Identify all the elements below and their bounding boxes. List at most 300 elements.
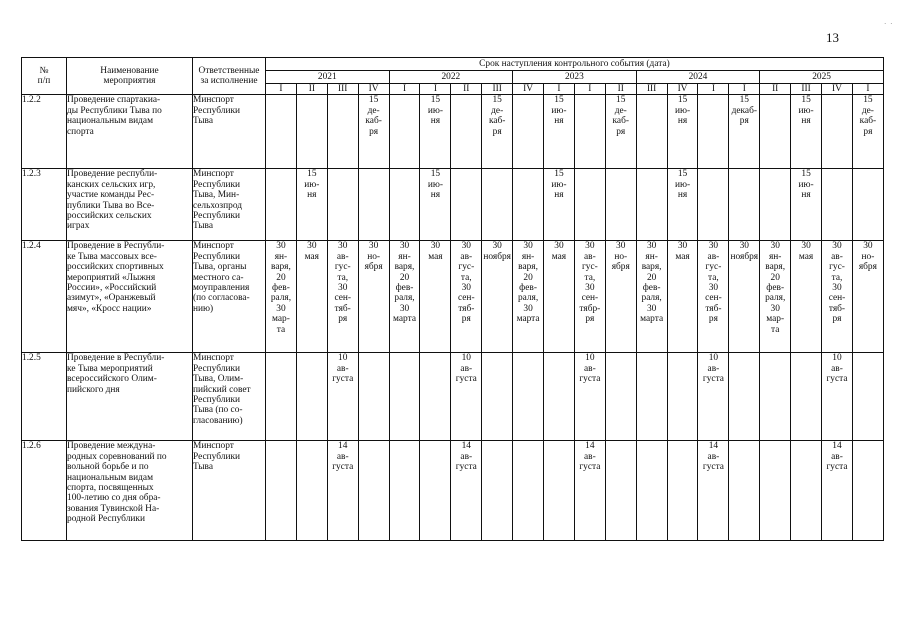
deadline-text: 30 [708,241,719,252]
deadline-text: ию- [551,179,567,190]
table-row [22,169,884,241]
event-name [67,353,193,441]
year-header-2022: 2022 [389,71,513,84]
deadline-cell [729,441,760,541]
deadline-text: 30 [430,241,441,252]
event-name-line: Проведение спартакиа- [67,95,161,106]
deadline-cell [513,441,544,541]
deadline-text: ав- [460,451,473,462]
deadline-cell [327,241,358,353]
deadline-text: ав- [707,363,720,374]
responsible-line: Тыва (по со- [193,405,243,416]
deadline-text: густа [826,374,848,385]
deadline-cell [667,241,698,353]
deadline-text: ня [430,116,441,127]
deadline-text: ня [554,116,564,127]
deadline-cell [544,441,575,541]
deadline-text: ня [430,190,441,201]
event-name-line: родной Республики [67,514,145,525]
deadline-cell [296,353,327,441]
deadline-cell [327,169,358,241]
responsible-line: моуправления [193,283,250,294]
deadline-text: ря [585,314,595,325]
year-header-2021: 2021 [266,71,390,84]
responsible-line: Республики [193,395,241,406]
deadline-text: 30 [801,241,811,252]
event-name-line: вольной борьбе и по [67,462,149,473]
deadline-cell [636,353,667,441]
deadline-text: 10 [708,353,719,364]
event-name-line: спорта, посвященных [67,483,154,494]
deadline-text: ию- [674,179,691,190]
deadline-text: ян- [274,251,288,262]
event-name-line: Проведение республи- [67,169,158,180]
responsible-line: Республики [193,179,241,190]
deadline-cell [667,441,698,541]
deadline-text: ию- [798,179,814,190]
deadline-text: 30 [585,241,595,252]
deadline-text: 30 [616,241,626,252]
quarter-header: I [852,84,883,95]
deadline-text: 30 [646,241,657,252]
deadline-text: 10 [338,353,348,364]
deadline-text: ян- [398,251,411,262]
deadline-text: де- [861,105,874,116]
deadline-cell [852,169,883,241]
deadline-text: 15 [677,169,688,180]
deadline-text: та, [460,272,472,283]
deadline-text: марта [640,314,664,325]
deadline-text: 20 [646,272,657,283]
deadline-cell [266,241,297,353]
deadline-text: ян- [768,251,782,262]
deadline-text: густа [332,374,354,385]
deadline-cell [358,241,389,353]
deadline-cell [389,169,420,241]
deadline-text: фев- [272,283,290,294]
deadline-text: 15 [677,95,688,106]
table-row [22,241,884,353]
deadline-cell [482,353,513,441]
deadline-text: густа [332,462,354,473]
deadline-text: густа [579,462,601,473]
responsible-line: Минспорт [193,95,234,106]
deadline-text: варя, [765,262,786,273]
deadline-cell [729,95,760,169]
deadline-cell [605,169,636,241]
responsible-line: Республики [193,451,241,462]
deadline-cell [513,241,544,353]
event-name-line: Проведение в Республи- [67,241,165,252]
deadline-text: гус- [581,262,598,273]
quarter-header: IV [822,84,853,95]
deadline-text: марта [516,314,540,325]
deadline-text: та, [708,272,719,283]
deadline-text: 30 [832,283,842,294]
deadline-text: ию- [674,105,691,116]
deadline-text: 30 [399,241,410,252]
deadline-text: ря [369,126,379,137]
deadline-text: ав- [831,251,843,262]
deadline-text: 30 [770,303,780,314]
quarter-header: III [327,84,358,95]
corner-mark: · · [884,20,894,28]
deadline-text: 15 [739,95,749,106]
deadline-text: ян- [521,251,535,262]
deadline-text: но- [367,251,381,262]
deadline-text: 15 [307,169,317,180]
deadline-text: варя, [394,262,415,273]
quarter-header: IV [667,84,698,95]
deadline-text: 30 [863,241,873,252]
deadline-text: ию- [551,105,567,116]
deadline-cell [544,169,575,241]
deadline-cell [327,353,358,441]
deadline-cell [296,95,327,169]
deadline-cell [389,353,420,441]
events-table [21,57,884,541]
deadline-text: 30 [523,241,533,252]
responsible-line: Минспорт [193,241,234,252]
deadline-text: 10 [832,353,842,364]
deadline-cell [482,441,513,541]
deadline-text: 15 [368,95,379,106]
deadline-text: густа [455,462,477,473]
deadline-text: ав- [831,363,843,374]
deadline-text: ня [554,190,564,201]
deadline-cell [389,241,420,353]
deadline-cell [420,169,451,241]
responsible-line: гласованию) [193,415,243,426]
deadline-text: сен- [458,293,475,304]
responsible [193,169,266,241]
deadline-cell [605,353,636,441]
header-event-name-line: Наименование [100,65,159,76]
deadline-text: 10 [585,353,595,364]
deadline-text: ня [677,116,688,127]
event-name-line: мероприятий «Лыжня [67,272,156,283]
deadline-text: сен- [334,293,352,304]
deadline-cell [822,95,853,169]
responsible-line: (по согласова- [193,293,250,304]
deadline-text: мая [428,251,443,262]
deadline-text: фев- [519,283,537,294]
deadline-text: 15 [616,95,626,106]
deadline-text: марта [393,314,416,325]
deadline-text: ав- [460,251,473,262]
deadline-text: ря [708,314,718,325]
deadline-cell [822,169,853,241]
page-number: 13 [826,30,839,45]
deadline-cell [544,241,575,353]
responsible-line: Тыва, органы [193,262,247,273]
responsible-line: Тыва, Мин- [193,190,240,201]
deadline-cell [574,441,605,541]
responsible-line: Республики [193,251,241,262]
responsible-line: сельхозпрод [193,200,243,211]
deadline-text: раля, [517,293,539,304]
row-number: 1.2.2 [22,95,67,169]
deadline-cell [482,169,513,241]
deadline-text: 30 [523,303,533,314]
deadline-text: сен- [828,293,846,304]
deadline-text: мая [675,251,690,262]
year-header-2024: 2024 [636,71,760,84]
deadline-cell [852,95,883,169]
responsible [193,353,266,441]
row-number: 1.2.3 [22,169,67,241]
event-name-line: публики Тыва во Все- [67,200,155,211]
deadline-text: 15 [863,95,873,106]
deadline-text: 30 [832,241,842,252]
deadline-text: тябр- [579,303,601,314]
deadline-cell [698,95,729,169]
deadline-cell [729,241,760,353]
deadline-text: тяб- [334,303,351,314]
deadline-text: ав- [336,363,349,374]
deadline-text: 15 [554,95,564,106]
deadline-text: ня [307,190,317,201]
deadline-text: тяб- [705,303,722,314]
deadline-text: густа [826,462,848,473]
deadline-cell [544,353,575,441]
deadline-cell [451,441,482,541]
deadline-text: 30 [492,241,502,252]
event-name-line: российских спортивных [67,262,164,273]
deadline-text: 30 [276,303,286,314]
deadline-cell [296,241,327,353]
deadline-cell [760,441,791,541]
row-number: 1.2.4 [22,241,67,353]
deadline-cell [451,353,482,441]
deadline-cell [513,169,544,241]
deadline-text: ию- [304,179,320,190]
event-name-line: спорта [67,126,94,137]
deadline-text: мар- [272,314,290,325]
deadline-cell [667,353,698,441]
event-name-line: играх [67,221,90,232]
deadline-cell [482,95,513,169]
deadline-cell [451,169,482,241]
deadline-text: ав- [707,251,720,262]
quarter-header: I [574,84,605,95]
quarter-header: IV [513,84,544,95]
deadline-text: ав- [583,363,596,374]
deadline-cell [760,95,791,169]
quarter-header: II [605,84,636,95]
header-number-line: № [39,65,49,76]
table-row [22,95,884,169]
deadline-text: 20 [523,272,533,283]
deadline-cell [729,169,760,241]
deadline-text: ав- [583,451,596,462]
deadline-text: мар- [766,314,785,325]
deadline-text: ноября [730,251,759,262]
deadline-text: ября [858,262,877,273]
deadline-text: ян- [645,251,658,262]
responsible [193,441,266,541]
deadline-text: фев- [766,283,785,294]
deadline-text: 30 [307,241,317,252]
deadline-text: фев- [395,283,414,294]
deadline-cell [852,241,883,353]
deadline-text: сен- [705,293,722,304]
deadline-cell [266,353,297,441]
deadline-text: ав- [460,363,473,374]
header-number [22,58,67,95]
deadline-text: та [276,324,286,335]
deadline-text: 30 [585,283,595,294]
deadline-text: ня [801,116,811,127]
deadline-text: варя, [641,262,662,273]
deadline-text: 20 [276,272,286,283]
deadline-text: каб- [365,116,382,127]
responsible-line: Минспорт [193,441,234,452]
deadline-text: ав- [831,451,843,462]
deadline-text: ию- [798,105,814,116]
quarter-header: I [698,84,729,95]
event-name-line: Проведение междуна- [67,441,156,452]
deadline-cell [791,353,822,441]
event-name-line: национальным видам [67,472,154,483]
deadline-cell [822,353,853,441]
deadline-text: ноября [483,251,511,262]
deadline-text: ию- [427,105,443,116]
quarter-header: I [729,84,760,95]
deadline-text: тяб- [828,303,846,314]
deadline-text: 14 [338,441,348,452]
deadline-text: де- [614,105,627,116]
event-name-line: мяч», «Кросс нации» [67,303,152,314]
deadline-text: густа [579,374,601,385]
deadline-cell [513,95,544,169]
deadline-cell [574,95,605,169]
deadline-text: мая [798,251,814,262]
deadline-cell [698,441,729,541]
deadline-text: ря [616,126,626,137]
deadline-cell [482,241,513,353]
deadline-text: де- [367,105,380,116]
header-responsible-line: за исполнение [200,76,258,87]
deadline-cell [574,353,605,441]
quarter-header: I [544,84,575,95]
deadline-text: мая [551,251,567,262]
deadline-text: 15 [554,169,564,180]
deadline-cell [852,353,883,441]
responsible-line: Республики [193,105,241,116]
responsible-line: Тыва, Олим- [193,374,244,385]
quarter-header: I [420,84,451,95]
quarter-header: III [636,84,667,95]
deadline-text: каб- [859,116,877,127]
deadline-text: 30 [677,241,688,252]
deadline-cell [266,441,297,541]
responsible-line: Минспорт [193,353,234,364]
deadline-text: раля, [270,293,292,304]
event-name-line: пийского дня [67,384,120,395]
deadline-text: 14 [832,441,842,452]
deadline-cell [636,441,667,541]
deadline-text: ав- [336,451,349,462]
deadline-text: сен- [581,293,599,304]
table-row [22,353,884,441]
deadline-cell [574,169,605,241]
deadline-cell [327,95,358,169]
quarter-header: III [482,84,513,95]
deadline-cell [698,241,729,353]
deadline-text: ря [832,314,842,325]
deadline-cell [420,441,451,541]
event-name-line: канских сельских игр, [67,179,156,190]
deadline-cell [296,441,327,541]
header-responsible-line: Ответственные [198,65,260,76]
responsible-line: Республики [193,211,241,222]
deadline-cell [451,241,482,353]
quarter-header: I [389,84,420,95]
quarter-header: III [791,84,822,95]
deadline-text: ря [492,126,502,137]
deadline-text: 15 [801,169,811,180]
deadline-cell [420,95,451,169]
deadline-text: ня [677,190,688,201]
year-header-2023: 2023 [513,71,637,84]
deadline-text: 20 [770,272,780,283]
deadline-text: 14 [461,441,471,452]
deadline-text: де- [491,105,504,116]
deadline-cell [358,95,389,169]
deadline-text: но- [861,251,875,262]
responsible [193,241,266,353]
deadline-cell [822,241,853,353]
deadline-cell [544,95,575,169]
deadline-cell [636,169,667,241]
deadline-cell [760,169,791,241]
deadline-cell [822,441,853,541]
deadline-text: фев- [642,283,661,294]
header-responsible [193,58,266,95]
deadline-cell [760,353,791,441]
header-number-line: п/п [37,76,51,87]
deadline-text: 30 [338,241,348,252]
deadline-cell [451,95,482,169]
deadline-text: раля, [641,293,662,304]
event-name-line: родных соревнований по [67,451,167,462]
deadline-text: декаб- [731,105,757,116]
deadline-text: 30 [368,241,379,252]
deadline-text: мая [304,251,319,262]
deadline-cell [327,441,358,541]
deadline-text: 30 [770,241,780,252]
event-name [67,95,193,169]
deadline-text: ря [739,116,749,127]
deadline-text: 30 [554,241,564,252]
deadline-text: 30 [461,283,471,294]
deadline-text: раля, [394,293,415,304]
quarter-header: II [760,84,791,95]
quarter-header: IV [358,84,389,95]
deadline-cell [358,169,389,241]
deadline-text: гус- [458,262,475,273]
deadline-text: ября [611,262,630,273]
header-event-name [67,58,193,95]
deadline-text: густа [455,374,477,385]
deadline-text: та, [831,272,843,283]
deadline-text: 10 [461,353,471,364]
event-name [67,169,193,241]
event-name-line: России», «Российский [67,283,157,294]
header-deadline: Срок наступления контрольного события (дата) [266,58,884,71]
responsible-line: нию) [193,303,214,314]
